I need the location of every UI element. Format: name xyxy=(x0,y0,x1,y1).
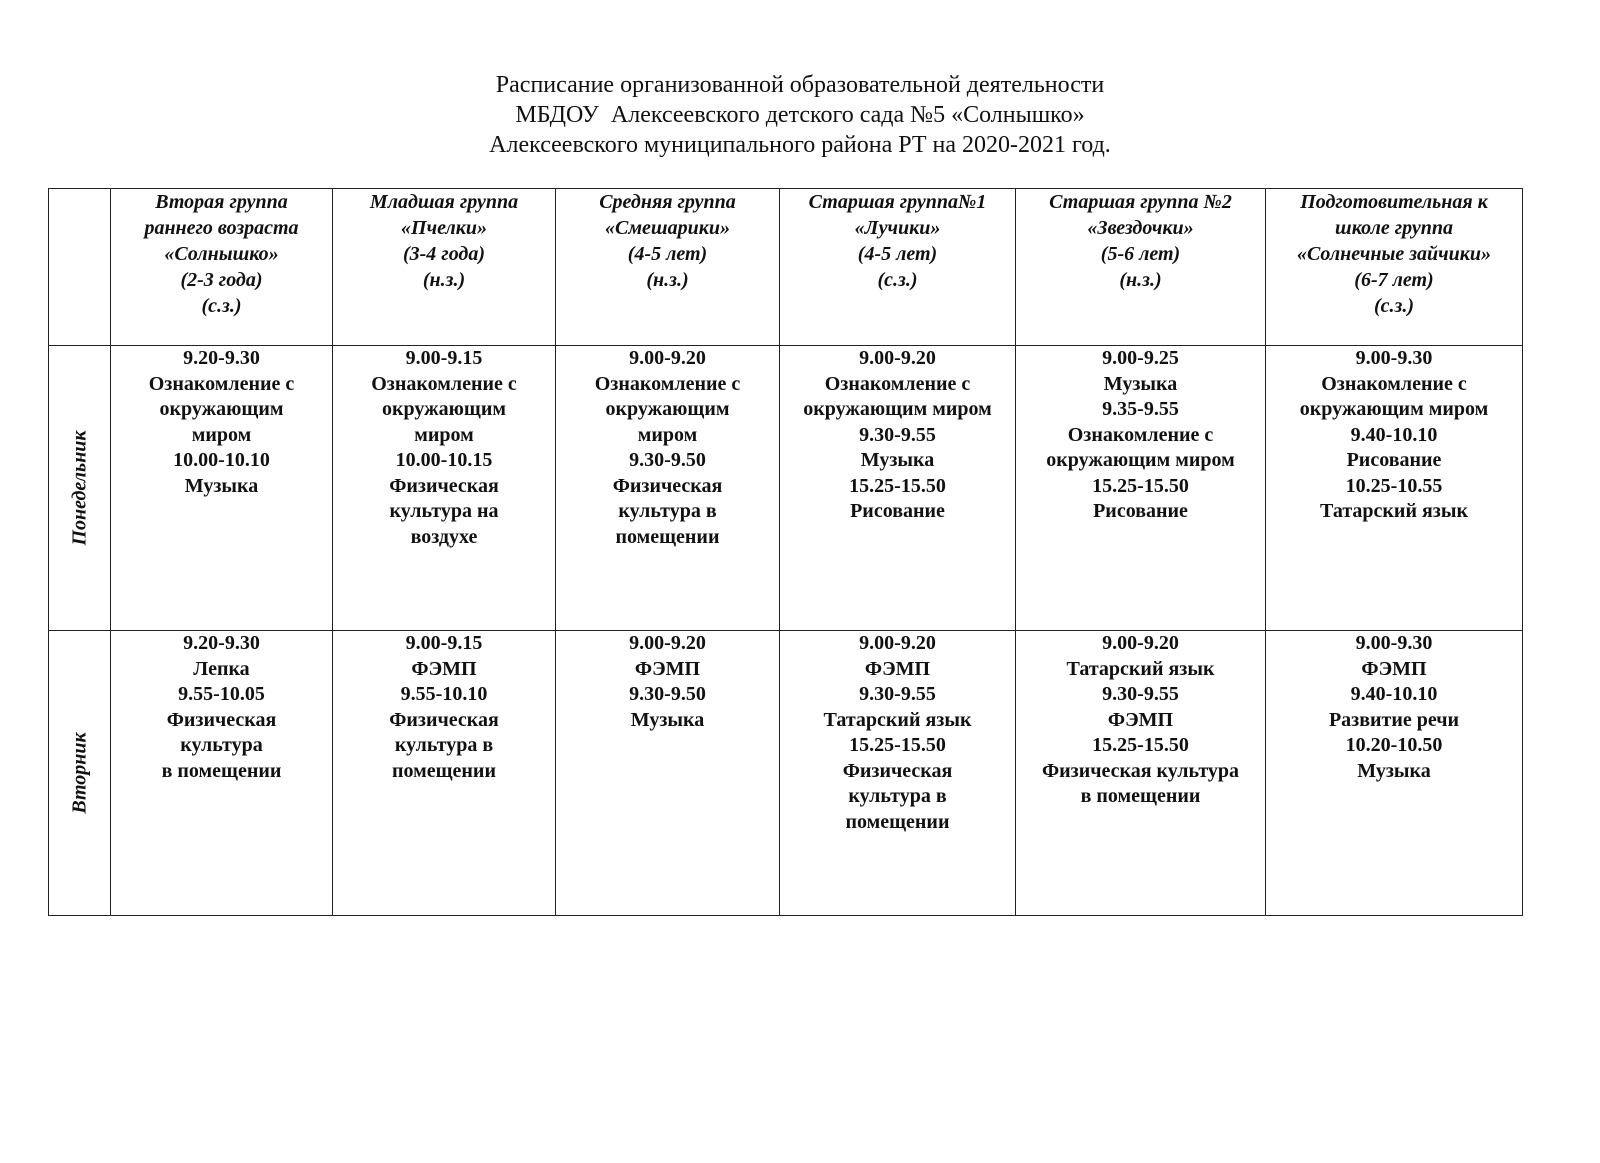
schedule-line: ФЭМП xyxy=(634,657,701,680)
schedule-line: 9.55-10.10 xyxy=(400,683,488,705)
title-line-1: Расписание организованной образовательной деятельности xyxy=(495,72,1105,98)
day-row-monday xyxy=(49,346,1523,631)
group-header-line: раннего возраста xyxy=(144,217,299,239)
schedule-line: Рисование xyxy=(850,500,945,522)
group-header-line: «Солнышко» xyxy=(164,243,279,265)
group-header-line: (6-7 лет) xyxy=(1354,269,1434,291)
title-line-3: Алексеевского муниципального района РТ на 2020-2021 год. xyxy=(489,132,1111,158)
schedule-line: воздухе xyxy=(410,525,478,548)
schedule-line: Музыка xyxy=(184,474,259,497)
schedule-line: 15.25-15.50 xyxy=(849,734,946,756)
schedule-cell xyxy=(111,346,333,631)
group-header-line: (н.з.) xyxy=(646,269,689,291)
group-header xyxy=(1016,189,1266,346)
schedule-line: Физическая культура xyxy=(1041,759,1240,782)
schedule-line: помещении xyxy=(845,810,950,833)
schedule-line: 9.00-9.30 xyxy=(1355,347,1433,369)
schedule-line: 9.00-9.20 xyxy=(629,347,706,369)
group-header xyxy=(1266,189,1523,346)
day-label-cell xyxy=(49,346,111,631)
schedule-line: Музыка xyxy=(1103,372,1178,395)
group-header-line: «Лучики» xyxy=(854,217,941,239)
schedule-line: 9.00-9.20 xyxy=(859,347,936,369)
title-line-2: МБДОУ Алексеевского детского сада №5 «Солнышко» xyxy=(515,102,1085,128)
group-header xyxy=(780,189,1016,346)
schedule-line: Физическая xyxy=(389,708,499,731)
schedule-line: помещении xyxy=(392,759,496,782)
schedule-line: ФЭМП xyxy=(1361,657,1427,680)
schedule-line: Ознакомление с xyxy=(1321,372,1467,395)
schedule-line: культура в xyxy=(618,500,717,522)
group-header-line: (2-3 года) xyxy=(180,269,263,291)
schedule-line: 15.25-15.50 xyxy=(849,474,946,497)
schedule-line: окружающим миром xyxy=(803,398,992,420)
schedule-line: окружающим xyxy=(605,398,730,420)
schedule-cell xyxy=(333,346,556,631)
schedule-line: 9.20-9.30 xyxy=(183,347,260,369)
group-header-line: (с.з.) xyxy=(201,295,242,317)
schedule-table xyxy=(48,188,1523,916)
group-header-line: (с.з.) xyxy=(877,269,918,291)
schedule-line: культура на xyxy=(389,500,499,522)
day-label-cell xyxy=(49,631,111,916)
schedule-line: 15.25-15.50 xyxy=(1092,734,1189,756)
schedule-line: 9.30-9.55 xyxy=(1102,683,1179,705)
schedule-line: 9.00-9.25 xyxy=(1102,347,1179,369)
group-header-line: школе группа xyxy=(1335,217,1453,239)
schedule-cell xyxy=(780,631,1016,916)
corner-cell xyxy=(49,189,111,346)
schedule-line: Татарский язык xyxy=(1320,500,1468,522)
schedule-line: Физическая xyxy=(612,474,723,497)
schedule-line: ФЭМП xyxy=(411,657,477,680)
group-header xyxy=(556,189,780,346)
schedule-line: Физическая xyxy=(166,708,277,731)
schedule-line: 9.00-9.20 xyxy=(1102,632,1179,654)
group-header-line: Средняя группа xyxy=(599,191,736,213)
schedule-line: 9.00-9.20 xyxy=(859,632,936,654)
schedule-line: миром xyxy=(637,423,698,446)
group-header-line: (н.з.) xyxy=(422,269,466,291)
schedule-cell xyxy=(111,631,333,916)
schedule-line: 9.35-9.55 xyxy=(1102,398,1179,420)
group-header-line: (4-5 лет) xyxy=(857,243,938,265)
schedule-line: миром xyxy=(414,423,474,446)
group-header-line: (н.з.) xyxy=(1119,269,1162,291)
group-header-line: (3-4 года) xyxy=(402,243,486,265)
schedule-cell xyxy=(333,631,556,916)
schedule-line: 9.20-9.30 xyxy=(183,632,260,654)
schedule-line: Музыка xyxy=(860,449,935,471)
group-header-line: Младшая группа xyxy=(369,191,519,213)
schedule-line: Татарский язык xyxy=(823,708,972,731)
schedule-line: Татарский язык xyxy=(1066,657,1215,680)
schedule-cell xyxy=(1266,631,1523,916)
schedule-line: 9.00-9.15 xyxy=(405,347,483,369)
schedule-cell xyxy=(556,346,780,631)
schedule-line: 10.20-10.50 xyxy=(1345,734,1443,756)
group-header-line: Вторая группа xyxy=(155,191,288,213)
schedule-line: 9.30-9.50 xyxy=(629,683,706,705)
schedule-line: Музыка xyxy=(1357,759,1431,782)
schedule-line: Физическая xyxy=(842,759,953,782)
schedule-line: 9.55-10.05 xyxy=(178,683,265,705)
header-row xyxy=(49,189,1523,346)
schedule-line: в помещении xyxy=(1080,785,1201,807)
schedule-line: ФЭМП xyxy=(864,657,931,680)
group-header-line: «Солнечные зайчики» xyxy=(1296,243,1492,265)
document-title xyxy=(0,70,1600,160)
schedule-line: 9.30-9.55 xyxy=(859,683,936,705)
group-header-line: «Смешарики» xyxy=(605,217,730,239)
schedule-line: культура в xyxy=(394,734,494,756)
schedule-line: Ознакомление с xyxy=(371,372,517,395)
schedule-line: Ознакомление с xyxy=(1067,423,1214,446)
schedule-line: культура в xyxy=(848,785,947,807)
schedule-line: Физическая xyxy=(389,474,499,497)
schedule-line: 10.25-10.55 xyxy=(1345,474,1443,497)
schedule-cell xyxy=(1016,631,1266,916)
schedule-cell xyxy=(780,346,1016,631)
group-header-line: Старшая группа№1 xyxy=(808,191,987,213)
schedule-line: 9.40-10.10 xyxy=(1350,423,1438,446)
schedule-line: 9.30-9.50 xyxy=(629,449,706,471)
group-header-line: (5-6 лет) xyxy=(1100,243,1181,265)
schedule-line: Ознакомление с xyxy=(148,372,295,395)
schedule-line: 9.00-9.20 xyxy=(629,632,706,654)
schedule-line: 9.00-9.15 xyxy=(405,632,483,654)
day-label: Понедельник xyxy=(68,430,90,546)
schedule-line: Ознакомление с xyxy=(594,372,741,395)
schedule-line: Развитие речи xyxy=(1328,708,1460,731)
schedule-cell xyxy=(1016,346,1266,631)
day-row-tuesday xyxy=(49,631,1523,916)
schedule-line: Рисование xyxy=(1346,449,1442,471)
schedule-line: 10.00-10.15 xyxy=(395,449,493,471)
schedule-line: 15.25-15.50 xyxy=(1092,474,1189,497)
group-header-line: «Звездочки» xyxy=(1087,217,1194,239)
schedule-cell xyxy=(1266,346,1523,631)
schedule-line: в помещении xyxy=(161,759,282,782)
group-header-line: «Пчелки» xyxy=(401,217,487,239)
group-header-line: (с.з.) xyxy=(1374,295,1414,317)
schedule-line: 9.00-9.30 xyxy=(1355,632,1433,654)
group-header-line: Старшая группа №2 xyxy=(1049,191,1232,213)
schedule-line: окружающим миром xyxy=(1299,398,1489,420)
day-label: Вторник xyxy=(68,732,90,814)
schedule-line: 9.40-10.10 xyxy=(1350,683,1438,705)
schedule-line: помещении xyxy=(615,525,720,548)
schedule-line: 10.00-10.10 xyxy=(173,449,270,471)
group-header xyxy=(333,189,556,346)
schedule-line: культура xyxy=(180,734,263,756)
schedule-cell xyxy=(556,631,780,916)
schedule-line: ФЭМП xyxy=(1107,708,1174,731)
schedule-line: Музыка xyxy=(630,708,705,731)
group-header-line: Подготовительная к xyxy=(1300,191,1488,213)
schedule-line: Рисование xyxy=(1093,500,1188,522)
schedule-line: Лепка xyxy=(193,657,250,680)
schedule-line: миром xyxy=(191,423,252,446)
schedule-line: Ознакомление с xyxy=(824,372,971,395)
group-header-line: (4-5 лет) xyxy=(627,243,708,265)
schedule-line: окружающим миром xyxy=(1046,449,1235,471)
schedule-line: 9.30-9.55 xyxy=(859,423,936,446)
group-header xyxy=(111,189,333,346)
schedule-line: окружающим xyxy=(159,398,284,420)
schedule-line: окружающим xyxy=(382,398,506,420)
